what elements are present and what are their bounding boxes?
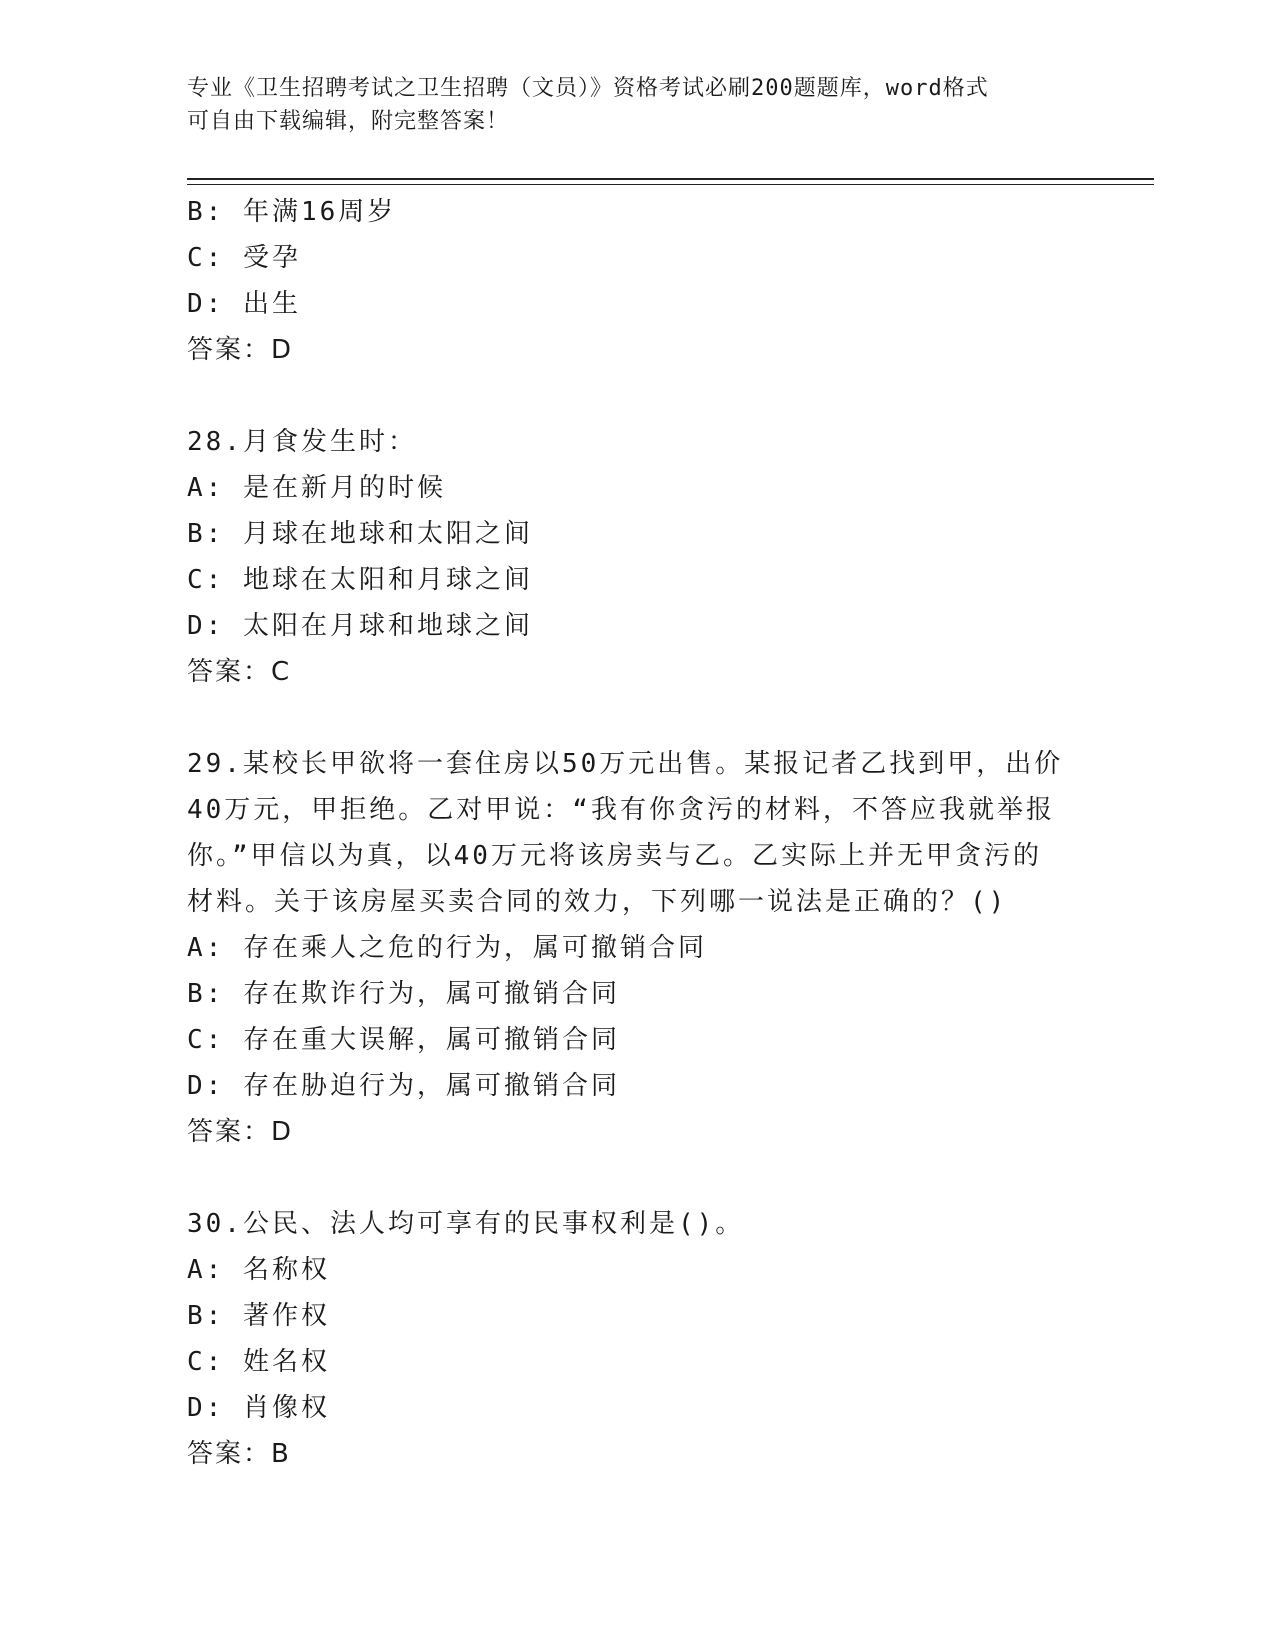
page-header xyxy=(187,72,1067,138)
question-stem: 28.月食发生时： xyxy=(187,427,417,457)
question-stem-line-3: 你。”甲信以为真，以40万元将该房卖与乙。乙实际上并无甲贪污的 xyxy=(187,841,1042,871)
option-b: B: 存在欺诈行为，属可撤销合同 xyxy=(187,979,620,1009)
header-line-2: 可自由下载编辑，附完整答案！ xyxy=(187,109,510,134)
option-a: A: 存在乘人之危的行为，属可撤销合同 xyxy=(187,933,707,963)
question-stem-line-2: 40万元，甲拒绝。乙对甲说：“我有你贪污的材料，不答应我就举报 xyxy=(187,795,1055,825)
option-b: B: 年满16周岁 xyxy=(187,197,397,227)
spacer xyxy=(187,1155,1087,1201)
question-stem: 30.公民、法人均可享有的民事权利是()。 xyxy=(187,1209,745,1239)
option-b: B: 著作权 xyxy=(187,1301,330,1331)
option-c: C: 受孕 xyxy=(187,243,301,273)
question-stem-line-1: 29.某校长甲欲将一套住房以50万元出售。某报记者乙找到甲，出价 xyxy=(187,749,1064,779)
option-b: B: 月球在地球和太阳之间 xyxy=(187,519,533,549)
question-28 xyxy=(187,419,1087,695)
answer-line: 答案：D xyxy=(187,335,294,365)
spacer xyxy=(187,695,1087,741)
header-line-1: 专业《卫生招聘考试之卫生招聘（文员）》资格考试必刷200题题库，word格式 xyxy=(187,76,989,101)
option-c: C: 姓名权 xyxy=(187,1347,330,1377)
answer-line: 答案：D xyxy=(187,1117,294,1147)
option-d: D: 出生 xyxy=(187,289,301,319)
option-a: A: 名称权 xyxy=(187,1255,330,1285)
header-rule-thin xyxy=(187,184,1154,185)
answer-line: 答案：B xyxy=(187,1439,291,1469)
question-stem-line-4: 材料。关于该房屋买卖合同的效力，下列哪一说法是正确的？() xyxy=(187,887,1008,917)
option-a: A: 是在新月的时候 xyxy=(187,473,446,503)
option-d: D: 肖像权 xyxy=(187,1393,330,1423)
header-rule-thick xyxy=(187,178,1154,180)
option-d: D: 太阳在月球和地球之间 xyxy=(187,611,533,641)
spacer xyxy=(187,373,1087,419)
question-list xyxy=(187,189,1087,1477)
option-c: C: 地球在太阳和月球之间 xyxy=(187,565,533,595)
option-d: D: 存在胁迫行为，属可撤销合同 xyxy=(187,1071,620,1101)
option-c: C: 存在重大误解，属可撤销合同 xyxy=(187,1025,620,1055)
question-29 xyxy=(187,741,1087,1155)
question-27-continued xyxy=(187,189,1087,373)
question-30 xyxy=(187,1201,1087,1477)
answer-line: 答案：C xyxy=(187,657,292,687)
